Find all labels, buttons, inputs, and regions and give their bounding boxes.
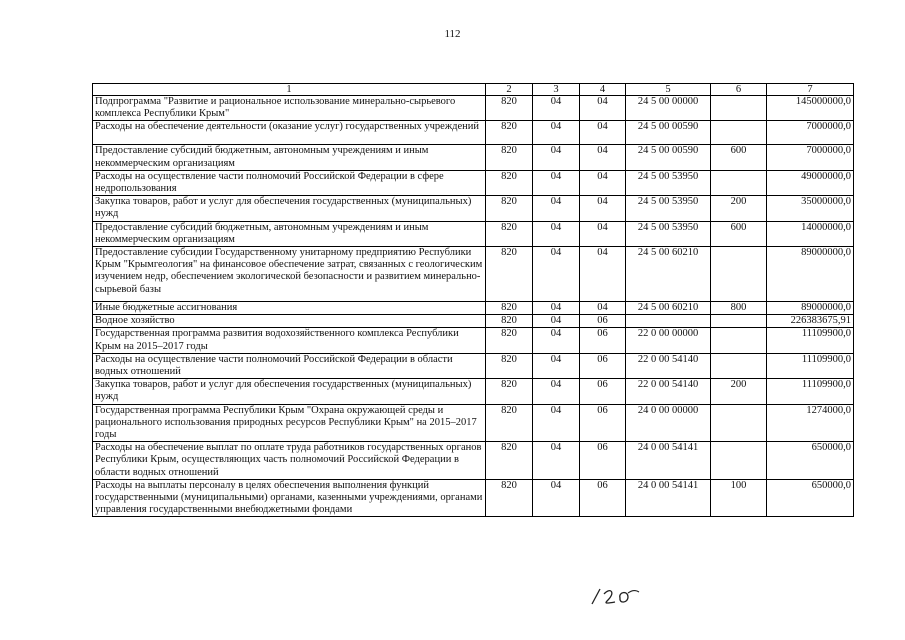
row-section-cell: 04 bbox=[533, 379, 580, 404]
row-section-cell: 04 bbox=[533, 145, 580, 170]
row-ved-cell: 820 bbox=[486, 221, 533, 246]
row-amount-cell: 145000000,0 bbox=[767, 96, 854, 121]
table-row bbox=[93, 121, 854, 145]
row-expense-type-cell bbox=[711, 404, 767, 442]
row-ved-cell: 820 bbox=[486, 121, 533, 145]
table-row bbox=[93, 442, 854, 480]
row-subsection-cell: 04 bbox=[580, 221, 626, 246]
table-row bbox=[93, 328, 854, 353]
row-expense-type-cell: 200 bbox=[711, 196, 767, 221]
row-subsection-cell: 04 bbox=[580, 170, 626, 195]
row-target-article-cell: 24 5 00 00590 bbox=[626, 145, 711, 170]
row-subsection-cell: 04 bbox=[580, 247, 626, 302]
row-name-cell: Водное хозяйство bbox=[93, 315, 486, 328]
row-name-cell: Предоставление субсидий бюджетным, автономным учреждениям и иным некоммерческим организациям bbox=[93, 145, 486, 170]
row-target-article-cell: 24 5 00 00590 bbox=[626, 121, 711, 145]
row-amount-cell: 11109900,0 bbox=[767, 328, 854, 353]
row-name-cell: Иные бюджетные ассигнования bbox=[93, 302, 486, 315]
row-expense-type-cell bbox=[711, 96, 767, 121]
row-target-article-cell: 24 0 00 00000 bbox=[626, 404, 711, 442]
row-amount-cell: 650000,0 bbox=[767, 442, 854, 480]
row-expense-type-cell: 600 bbox=[711, 145, 767, 170]
row-section-cell: 04 bbox=[533, 221, 580, 246]
row-amount-cell: 650000,0 bbox=[767, 479, 854, 517]
row-name-cell: Государственная программа развития водохозяйственного комплекса Республики Крым на 2015–2017 годы bbox=[93, 328, 486, 353]
row-ved-cell: 820 bbox=[486, 379, 533, 404]
header-col-4: 4 bbox=[580, 84, 626, 96]
row-ved-cell: 820 bbox=[486, 328, 533, 353]
row-amount-cell: 89000000,0 bbox=[767, 302, 854, 315]
row-name-cell: Расходы на обеспечение деятельности (оказание услуг) государственных учреждений bbox=[93, 121, 486, 145]
row-target-article-cell: 24 0 00 54141 bbox=[626, 442, 711, 480]
row-subsection-cell: 06 bbox=[580, 404, 626, 442]
row-expense-type-cell bbox=[711, 315, 767, 328]
row-ved-cell: 820 bbox=[486, 404, 533, 442]
table-row bbox=[93, 170, 854, 195]
row-section-cell: 04 bbox=[533, 302, 580, 315]
row-expense-type-cell bbox=[711, 442, 767, 480]
row-ved-cell: 820 bbox=[486, 315, 533, 328]
row-target-article-cell: 22 0 00 00000 bbox=[626, 328, 711, 353]
row-section-cell: 04 bbox=[533, 170, 580, 195]
row-ved-cell: 820 bbox=[486, 170, 533, 195]
row-target-article-cell: 24 5 00 53950 bbox=[626, 170, 711, 195]
row-ved-cell: 820 bbox=[486, 145, 533, 170]
table-row bbox=[93, 221, 854, 246]
row-ved-cell: 820 bbox=[486, 479, 533, 517]
table-row bbox=[93, 353, 854, 378]
row-section-cell: 04 bbox=[533, 247, 580, 302]
row-expense-type-cell bbox=[711, 247, 767, 302]
row-ved-cell: 820 bbox=[486, 247, 533, 302]
row-subsection-cell: 06 bbox=[580, 479, 626, 517]
row-name-cell: Закупка товаров, работ и услуг для обеспечения государственных (муниципальных) нужд bbox=[93, 196, 486, 221]
row-target-article-cell: 24 0 00 54141 bbox=[626, 479, 711, 517]
row-ved-cell: 820 bbox=[486, 196, 533, 221]
row-subsection-cell: 06 bbox=[580, 379, 626, 404]
row-amount-cell: 7000000,0 bbox=[767, 121, 854, 145]
table-row bbox=[93, 247, 854, 302]
row-amount-cell: 7000000,0 bbox=[767, 145, 854, 170]
header-col-2: 2 bbox=[486, 84, 533, 96]
row-amount-cell: 49000000,0 bbox=[767, 170, 854, 195]
row-amount-cell: 35000000,0 bbox=[767, 196, 854, 221]
row-subsection-cell: 06 bbox=[580, 315, 626, 328]
row-name-cell: Расходы на осуществление части полномочий Российской Федерации в области водных отношений bbox=[93, 353, 486, 378]
row-expense-type-cell: 100 bbox=[711, 479, 767, 517]
row-section-cell: 04 bbox=[533, 442, 580, 480]
handwritten-signature-graphic bbox=[582, 584, 642, 608]
row-ved-cell: 820 bbox=[486, 96, 533, 121]
row-amount-cell: 1274000,0 bbox=[767, 404, 854, 442]
row-section-cell: 04 bbox=[533, 96, 580, 121]
row-section-cell: 04 bbox=[533, 121, 580, 145]
row-subsection-cell: 06 bbox=[580, 328, 626, 353]
row-subsection-cell: 06 bbox=[580, 353, 626, 378]
table-row bbox=[93, 479, 854, 517]
row-expense-type-cell bbox=[711, 353, 767, 378]
header-row bbox=[93, 84, 854, 96]
row-target-article-cell bbox=[626, 315, 711, 328]
header-col-6: 6 bbox=[711, 84, 767, 96]
table-row bbox=[93, 315, 854, 328]
row-amount-cell: 11109900,0 bbox=[767, 353, 854, 378]
row-amount-cell: 226383675,91 bbox=[767, 315, 854, 328]
row-target-article-cell: 24 5 00 00000 bbox=[626, 96, 711, 121]
row-expense-type-cell bbox=[711, 170, 767, 195]
row-subsection-cell: 04 bbox=[580, 196, 626, 221]
row-subsection-cell: 06 bbox=[580, 442, 626, 480]
row-name-cell: Расходы на осуществление части полномочий Российской Федерации в сфере недропользования bbox=[93, 170, 486, 195]
table-row bbox=[93, 145, 854, 170]
row-name-cell: Расходы на обеспечение выплат по оплате труда работников государственных органов Республики Крым, осуществляющих часть полномочий Российской Федерации в области водных отношений bbox=[93, 442, 486, 480]
row-amount-cell: 89000000,0 bbox=[767, 247, 854, 302]
row-name-cell: Закупка товаров, работ и услуг для обеспечения государственных (муниципальных) нужд bbox=[93, 379, 486, 404]
header-col-7: 7 bbox=[767, 84, 854, 96]
row-target-article-cell: 22 0 00 54140 bbox=[626, 379, 711, 404]
row-ved-cell: 820 bbox=[486, 353, 533, 378]
row-section-cell: 04 bbox=[533, 196, 580, 221]
row-section-cell: 04 bbox=[533, 328, 580, 353]
row-section-cell: 04 bbox=[533, 404, 580, 442]
row-amount-cell: 11109900,0 bbox=[767, 379, 854, 404]
table-row bbox=[93, 302, 854, 315]
row-subsection-cell: 04 bbox=[580, 96, 626, 121]
row-amount-cell: 14000000,0 bbox=[767, 221, 854, 246]
row-expense-type-cell bbox=[711, 328, 767, 353]
row-target-article-cell: 22 0 00 54140 bbox=[626, 353, 711, 378]
header-col-5: 5 bbox=[626, 84, 711, 96]
row-name-cell: Государственная программа Республики Крым "Охрана окружающей среды и рационального использования природных ресурсов Республики Крым" на 2015–2017 годы bbox=[93, 404, 486, 442]
row-subsection-cell: 04 bbox=[580, 302, 626, 315]
table-body bbox=[93, 96, 854, 517]
row-target-article-cell: 24 5 00 60210 bbox=[626, 247, 711, 302]
row-section-cell: 04 bbox=[533, 479, 580, 517]
table-row bbox=[93, 379, 854, 404]
table-row bbox=[93, 96, 854, 121]
row-section-cell: 04 bbox=[533, 315, 580, 328]
row-name-cell: Предоставление субсидий бюджетным, автономным учреждениям и иным некоммерческим организациям bbox=[93, 221, 486, 246]
row-section-cell: 04 bbox=[533, 353, 580, 378]
row-target-article-cell: 24 5 00 53950 bbox=[626, 221, 711, 246]
header-col-1: 1 bbox=[93, 84, 486, 96]
row-ved-cell: 820 bbox=[486, 302, 533, 315]
row-subsection-cell: 04 bbox=[580, 121, 626, 145]
row-name-cell: Подпрограмма "Развитие и рациональное использование минерально-сырьевого комплекса Республики Крым" bbox=[93, 96, 486, 121]
row-ved-cell: 820 bbox=[486, 442, 533, 480]
budget-table bbox=[92, 83, 854, 517]
row-target-article-cell: 24 5 00 60210 bbox=[626, 302, 711, 315]
handwritten-page-number bbox=[582, 584, 642, 608]
row-expense-type-cell: 800 bbox=[711, 302, 767, 315]
row-expense-type-cell bbox=[711, 121, 767, 145]
table-row bbox=[93, 404, 854, 442]
row-name-cell: Расходы на выплаты персоналу в целях обеспечения выполнения функций государственными (муниципальными) органами, казенными учреждениями, органами управления государственными внебюджетными фондами bbox=[93, 479, 486, 517]
row-subsection-cell: 04 bbox=[580, 145, 626, 170]
row-target-article-cell: 24 5 00 53950 bbox=[626, 196, 711, 221]
row-expense-type-cell: 200 bbox=[711, 379, 767, 404]
row-name-cell: Предоставление субсидии Государственному унитарному предприятию Республики Крым "Крымгеология" на финансовое обеспечение затрат, связанных с геологическим изучением недр, обеспечением экологической безопасности и развитием минерально-сырьевой базы bbox=[93, 247, 486, 302]
row-expense-type-cell: 600 bbox=[711, 221, 767, 246]
header-col-3: 3 bbox=[533, 84, 580, 96]
page-number: 112 bbox=[444, 28, 461, 40]
table-row bbox=[93, 196, 854, 221]
